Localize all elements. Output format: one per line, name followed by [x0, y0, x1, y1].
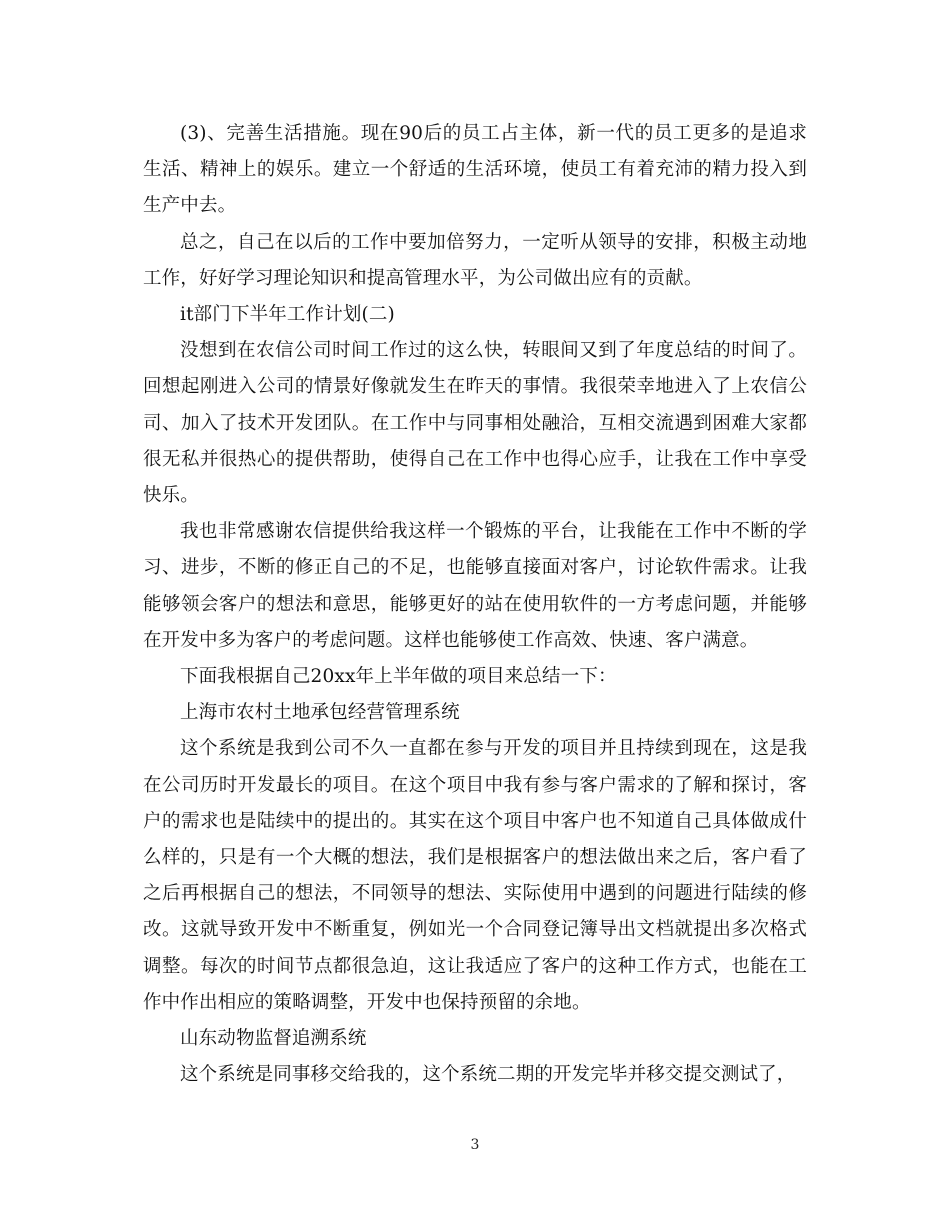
page-number: 3 [470, 1137, 480, 1153]
paragraph-shanghai-land-system: 这个系统是我到公司不久一直都在参与开发的项目并且持续到现在，这是我在公司历时开发最长的项目。在这个项目中我有参与客户需求的了解和探讨，客户的需求也是陆续中的提出的。其实在这个项目中客户也不知道自己具体做成什么样的，只是有一个大概的想法，我们是根据客户的想法做出来之后，客户看了之后再根据自己的想法，不同领导的想法、实际使用中遇到的问题进行陆续的修改。这就导致开发中不断重复，例如光一个合同登记簿导出文档就提出多次格式调整。每次的时间节点都很急迫，这让我适应了客户的这种工作方式，也能在工作中作出相应的策略调整，开发中也保持预留的余地。 [143, 738, 807, 1013]
paragraph-introduction: 没想到在农信公司时间工作过的这么快，转眼间又到了年度总结的时间了。回想起刚进入公司的情景好像就发生在昨天的事情。我很荣幸地进入了上农信公司、加入了技术开发团队。在工作中与同事相处融洽，互相交流遇到困难大家都很无私并很热心的提供帮助，使得自己在工作中也得心应手，让我在工作中享受快乐。 [143, 340, 807, 507]
paragraph-conclusion: 总之，自己在以后的工作中要加倍努力，一定听从领导的安排，积极主动地工作，好好学习理论知识和提高管理水平，为公司做出应有的贡献。 [143, 231, 807, 289]
project-heading-shanghai-land: 上海市农村土地承包经营管理系统 [180, 702, 460, 724]
paragraph-summary-lead: 下面我根据自己20xx年上半年做的项目来总结一下： [180, 666, 617, 688]
paragraph-gratitude: 我也非常感谢农信提供给我这样一个锻炼的平台，让我能在工作中不断的学习、进步，不断的修正自己的不足，也能够直接面对客户，讨论软件需求。让我能够领会客户的想法和意思，能够更好的站在使用软件的一方考虑问题，并能够在开发中多为客户的考虑问题。这样也能够使工作高效、快速、客户满意。 [143, 521, 807, 651]
paragraph-shandong-animal-system: 这个系统是同事移交给我的，这个系统二期的开发完毕并移交提交测试了， [180, 1064, 796, 1086]
document-body [143, 116, 807, 1093]
section-heading-it-plan-2: it部门下半年工作计划(二) [180, 304, 395, 326]
paragraph-living-measures: (3)、完善生活措施。现在90后的员工占主体，新一代的员工更多的是追求生活、精神上的娱乐。建立一个舒适的生活环境，使员工有着充沛的精力投入到生产中去。 [143, 123, 807, 217]
project-heading-shandong-animal: 山东动物监督追溯系统 [180, 1028, 367, 1050]
